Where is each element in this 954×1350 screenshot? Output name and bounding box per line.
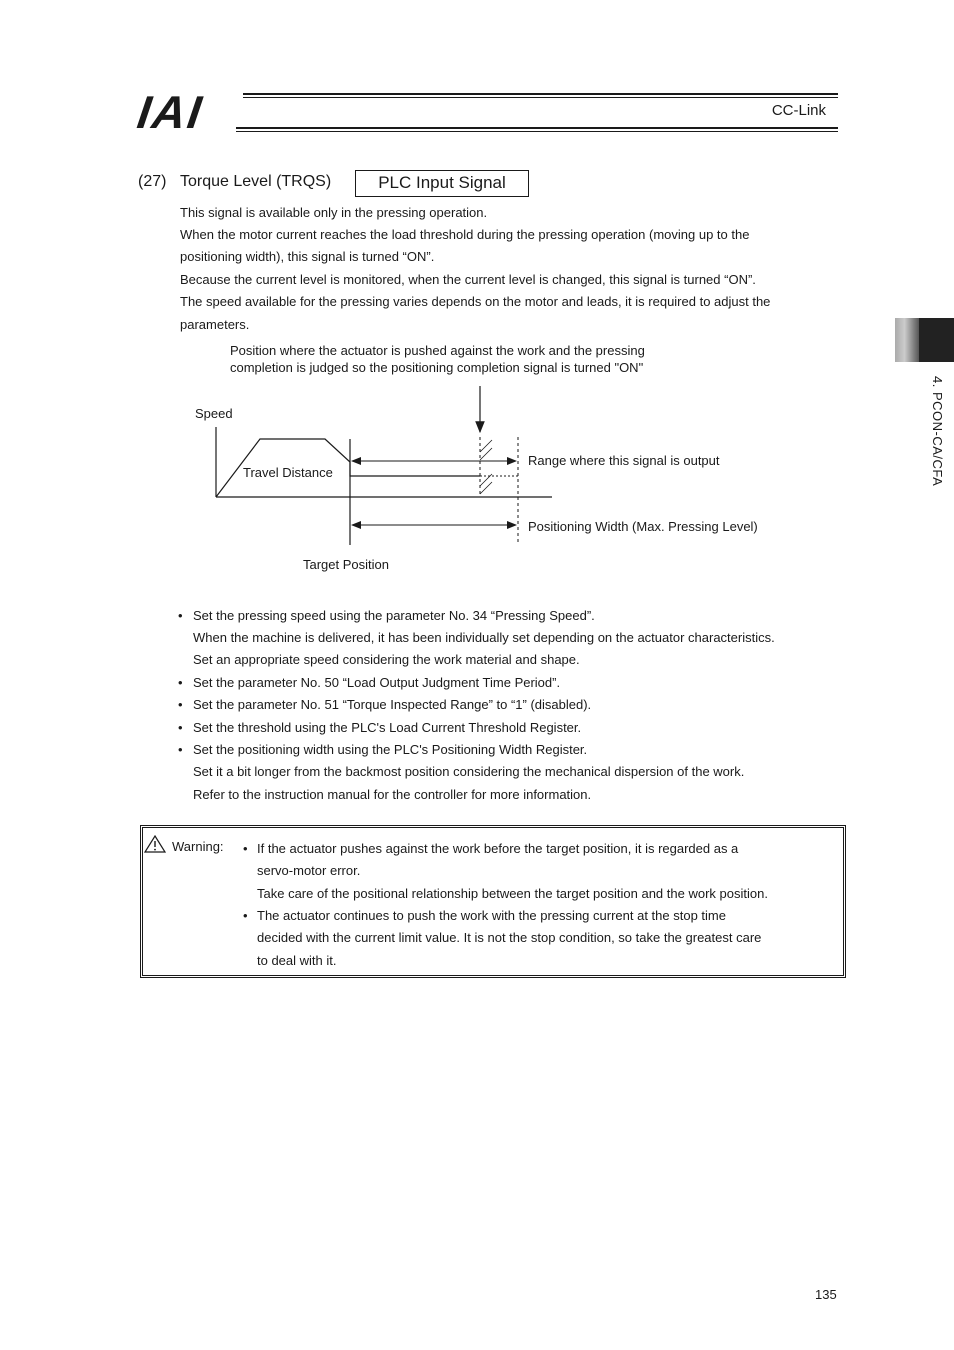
diagram-caption: Position where the actuator is pushed against the work and the pressing: [230, 343, 645, 358]
list-item: • Set the parameter No. 51 “Torque Inspected Range” to “1” (disabled).: [178, 697, 592, 712]
warning-label: Warning:: [172, 839, 224, 854]
list-item: • Set the positioning width using the PLC's Positioning Width Register.: [178, 742, 588, 757]
warning-item: • The actuator continues to push the work with the pressing current at the stop time: [243, 908, 726, 923]
section-title: Torque Level (TRQS): [180, 173, 332, 190]
list-item: • Set the threshold using the PLC's Load Current Threshold Register.: [178, 720, 582, 735]
list-item-continuation: Set an appropriate speed considering the work material and shape.: [193, 652, 580, 667]
page-number: 135: [815, 1287, 837, 1302]
positioning-width-label: Positioning Width (Max. Pressing Level): [528, 519, 758, 534]
signal-range-label: Range where this signal is output: [528, 453, 720, 468]
intro-line: Because the current level is monitored, when the current level is changed, this signal is turned “ON”.: [180, 272, 756, 287]
warning-item-continuation: servo-motor error.: [257, 863, 361, 878]
hatch-marks: [480, 440, 492, 494]
warning-item-continuation: to deal with it.: [257, 953, 337, 968]
intro-line: When the motor current reaches the load threshold during the pressing operation (moving up to the: [180, 227, 750, 242]
list-item-continuation: Set it a bit longer from the backmost position considering the mechanical dispersion of the work.: [193, 764, 745, 779]
list-item: • Set the pressing speed using the parameter No. 34 “Pressing Speed”.: [178, 608, 595, 623]
list-item: • Set the parameter No. 50 “Load Output Judgment Time Period”.: [178, 675, 561, 690]
chapter-label: 4. PCON-CA/CFA: [930, 376, 945, 487]
list-item-continuation: When the machine is delivered, it has been individually set depending on the actuator characteristics.: [193, 630, 775, 645]
warning-item-continuation: Take care of the positional relationship between the target position and the work position.: [257, 886, 768, 901]
intro-line: This signal is available only in the pressing operation.: [180, 205, 488, 220]
plc-input-signal-badge: PLC Input Signal: [355, 170, 529, 197]
target-position-label: Target Position: [303, 557, 389, 572]
intro-line: positioning width), this signal is turned “ON”.: [180, 249, 435, 264]
section-number: (27): [138, 173, 167, 190]
intro-line: The speed available for the pressing varies depends on the motor and leads, it is required to adjust the: [180, 294, 771, 309]
iai-logo: IAI: [134, 86, 207, 138]
header-section-title: CC-Link: [771, 102, 826, 119]
list-item-continuation: Refer to the instruction manual for the controller for more information.: [193, 787, 592, 802]
diagram-caption: completion is judged so the positioning completion signal is turned "ON": [230, 360, 644, 375]
speed-label: Speed: [195, 406, 233, 421]
warning-item-continuation: decided with the current limit value. It is not the stop condition, so take the greatest care: [257, 930, 762, 945]
travel-distance-label: Travel Distance: [243, 465, 333, 480]
intro-line: parameters.: [180, 317, 250, 332]
warning-item: • If the actuator pushes against the work before the target position, it is regarded as a: [243, 841, 739, 856]
